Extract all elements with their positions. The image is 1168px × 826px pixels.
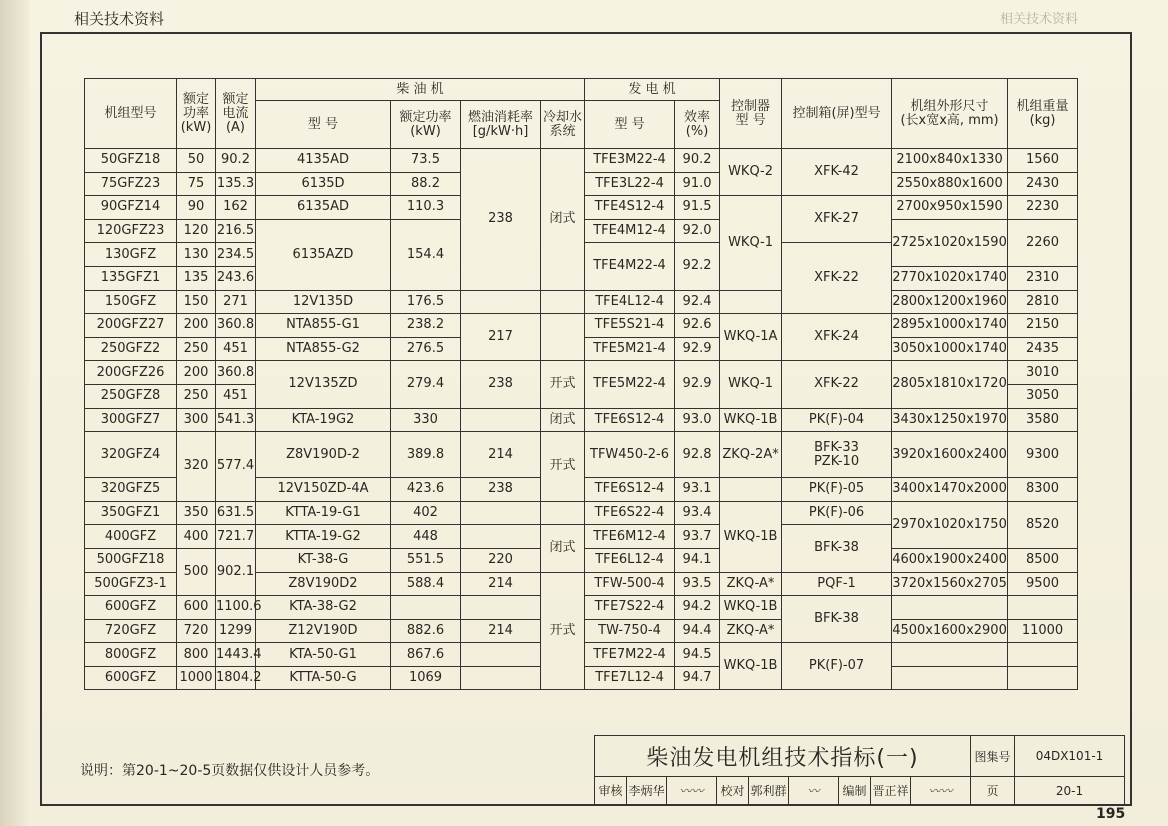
cell-a: 1299 (216, 619, 256, 643)
cell-kw: 250 (177, 337, 216, 361)
footnote: 说明：第20-1~20-5页数据仅供设计人员参考。 (80, 763, 380, 779)
cell-unit: 350GFZ1 (85, 501, 177, 525)
cell-a: 721.7 (216, 525, 256, 549)
cell-a: 360.8 (216, 314, 256, 338)
cell-a: 271 (216, 290, 256, 314)
cell-wt: 8520 (1008, 501, 1078, 548)
cell-ctrl: WKQ-1B (720, 596, 782, 620)
table-row (85, 361, 1078, 385)
cell-gen: TFE6M12-4 (585, 525, 675, 549)
cell-diesel: NTA855-G2 (256, 337, 391, 361)
checker-name: 郭利群 (749, 777, 789, 805)
cell-unit: 320GFZ5 (85, 478, 177, 502)
cell-unit: 135GFZ1 (85, 266, 177, 290)
cell-wt: 2430 (1008, 172, 1078, 196)
page-number: 195 (1096, 806, 1126, 822)
cell-dkw: 423.6 (391, 478, 461, 502)
cell-eff: 92.2 (675, 243, 720, 290)
page-binding-shadow (0, 0, 30, 826)
cell-cooling (541, 314, 585, 361)
cell-kw: 120 (177, 219, 216, 243)
cell-wt: 3050 (1008, 384, 1078, 408)
cell-diesel: KTA-50-G1 (256, 643, 391, 667)
cell-wt (1008, 666, 1078, 690)
cell-diesel: KTTA-50-G (256, 666, 391, 690)
cell-gen: TFE4M22-4 (585, 243, 675, 290)
cell-gen: TFE6S12-4 (585, 408, 675, 432)
atlas-number: 04DX101-1 (1015, 736, 1125, 777)
col-diesel-model: 型 号 (256, 101, 391, 149)
cell-ctrl: WKQ-2 (720, 149, 782, 196)
cell-fuel (461, 643, 541, 667)
cell-diesel: 6135AD (256, 196, 391, 220)
cell-fuel: 214 (461, 572, 541, 596)
cell-kw: 75 (177, 172, 216, 196)
designer-signature: 〰〰 (911, 777, 971, 805)
cell-a: 1443.4 (216, 643, 256, 667)
cell-fuel (461, 408, 541, 432)
cell-dim: 2100x840x1330 (892, 149, 1008, 173)
cell-cooling: 开式 (541, 361, 585, 408)
cell-kw: 720 (177, 619, 216, 643)
cell-cab: BFK-38 (782, 525, 892, 572)
cell-dkw: 88.2 (391, 172, 461, 196)
cell-dim: 2725x1020x1590 (892, 219, 1008, 266)
cell-kw: 135 (177, 266, 216, 290)
cell-dkw: 154.4 (391, 219, 461, 290)
cell-unit: 50GFZ18 (85, 149, 177, 173)
cell-unit: 75GFZ23 (85, 172, 177, 196)
cell-dim (892, 666, 1008, 690)
col-unit-model: 机组型号 (85, 79, 177, 149)
cell-eff: 92.4 (675, 290, 720, 314)
cell-gen: TFE7M22-4 (585, 643, 675, 667)
col-group-diesel: 柴 油 机 (256, 79, 585, 101)
cell-unit: 150GFZ (85, 290, 177, 314)
page-code: 20-1 (1015, 777, 1125, 805)
cell-wt: 2810 (1008, 290, 1078, 314)
cell-cooling: 闭式 (541, 525, 585, 572)
cell-gen: TFE6S12-4 (585, 478, 675, 502)
cell-unit: 500GFZ3-1 (85, 572, 177, 596)
cell-wt: 2230 (1008, 196, 1078, 220)
cell-dim (892, 643, 1008, 667)
cell-cab: XFK-22 (782, 243, 892, 314)
cell-dim: 2770x1020x1740 (892, 266, 1008, 290)
cell-eff: 90.2 (675, 149, 720, 173)
cell-a: 243.6 (216, 266, 256, 290)
cell-kw: 800 (177, 643, 216, 667)
cell-dim: 4500x1600x2900 (892, 619, 1008, 643)
cell-gen: TFE3L22-4 (585, 172, 675, 196)
cell-unit: 300GFZ7 (85, 408, 177, 432)
cell-ctrl: WKQ-1B (720, 501, 782, 572)
cell-gen: TFE5S21-4 (585, 314, 675, 338)
cell-unit: 120GFZ23 (85, 219, 177, 243)
cell-wt: 8300 (1008, 478, 1078, 502)
cell-wt: 11000 (1008, 619, 1078, 643)
faint-header-right: 相关技术资料 (1000, 12, 1079, 27)
cell-fuel: 238 (461, 361, 541, 408)
cell-wt: 2150 (1008, 314, 1078, 338)
cell-gen: TFW-500-4 (585, 572, 675, 596)
cell-kw: 90 (177, 196, 216, 220)
cell-dim: 3920x1600x2400 (892, 432, 1008, 478)
cell-kw: 130 (177, 243, 216, 267)
cell-eff: 92.8 (675, 432, 720, 478)
cell-kw: 200 (177, 361, 216, 385)
designer-name: 晋正祥 (871, 777, 911, 805)
cell-cab: XFK-42 (782, 149, 892, 196)
cell-kw: 400 (177, 525, 216, 549)
cell-fuel (461, 666, 541, 690)
cell-gen: TFE4M12-4 (585, 219, 675, 243)
cell-dkw: 867.6 (391, 643, 461, 667)
cell-diesel: 12V135D (256, 290, 391, 314)
cell-diesel: 4135AD (256, 149, 391, 173)
cell-dim: 2805x1810x1720 (892, 361, 1008, 408)
table-row (85, 290, 1078, 314)
cell-dkw: 279.4 (391, 361, 461, 408)
cell-ctrl: WKQ-1 (720, 361, 782, 408)
cell-fuel: 217 (461, 314, 541, 361)
reviewer-name: 李炳华 (627, 777, 667, 805)
cell-dkw: 551.5 (391, 548, 461, 572)
cell-a: 1804.2 (216, 666, 256, 690)
col-gen-model: 型 号 (585, 101, 675, 149)
col-diesel-power: 额定功率 (kW) (391, 101, 461, 149)
cell-dkw: 1069 (391, 666, 461, 690)
cell-cab: PK(F)-04 (782, 408, 892, 432)
cell-ctrl: WKQ-1B (720, 408, 782, 432)
cell-wt: 1560 (1008, 149, 1078, 173)
cell-dkw: 73.5 (391, 149, 461, 173)
cell-wt (1008, 596, 1078, 620)
cell-wt: 2310 (1008, 266, 1078, 290)
reviewer-signature: 〰〰 (667, 777, 717, 805)
cell-gen: TFE7L12-4 (585, 666, 675, 690)
drawing-title: 柴油发电机组技术指标(一) (595, 736, 971, 777)
table-row (85, 149, 1078, 173)
cell-eff: 92.6 (675, 314, 720, 338)
col-cooling: 冷却水 系统 (541, 101, 585, 149)
cell-unit: 500GFZ18 (85, 548, 177, 572)
cell-gen: TFW450-2-6 (585, 432, 675, 478)
cell-a: 360.8 (216, 361, 256, 385)
cell-cooling (541, 290, 585, 314)
cell-a: 451 (216, 337, 256, 361)
cell-a: 135.3 (216, 172, 256, 196)
cell-dkw: 276.5 (391, 337, 461, 361)
cell-wt: 3010 (1008, 361, 1078, 385)
cell-diesel: 12V135ZD (256, 361, 391, 408)
cell-a: 90.2 (216, 149, 256, 173)
cell-cab: PK(F)-07 (782, 643, 892, 690)
cell-cab: BFK-33 PZK-10 (782, 432, 892, 478)
cell-cooling: 开式 (541, 572, 585, 690)
cell-unit: 400GFZ (85, 525, 177, 549)
col-rated-current: 额定 电流 (A) (216, 79, 256, 149)
col-fuel-rate: 燃油消耗率 [g/kW·h] (461, 101, 541, 149)
cell-wt: 9500 (1008, 572, 1078, 596)
design-label: 编制 (839, 777, 871, 805)
cell-ctrl: ZKQ-2A* (720, 432, 782, 478)
cell-unit: 720GFZ (85, 619, 177, 643)
cell-diesel: Z12V190D (256, 619, 391, 643)
cell-eff: 92.9 (675, 361, 720, 408)
cell-unit: 200GFZ27 (85, 314, 177, 338)
cell-ctrl: ZKQ-A* (720, 572, 782, 596)
cell-kw: 50 (177, 149, 216, 173)
review-label: 审核 (595, 777, 627, 805)
cell-cab: BFK-38 (782, 596, 892, 643)
cell-diesel: 6135AZD (256, 219, 391, 290)
cell-fuel (461, 596, 541, 620)
col-efficiency: 效率 (%) (675, 101, 720, 149)
cell-ctrl: ZKQ-A* (720, 619, 782, 643)
cell-gen: TFE5M21-4 (585, 337, 675, 361)
cell-dim: 3430x1250x1970 (892, 408, 1008, 432)
cell-gen: TFE4S12-4 (585, 196, 675, 220)
cell-dim: 3050x1000x1740 (892, 337, 1008, 361)
cell-eff: 94.5 (675, 643, 720, 667)
cell-diesel: NTA855-G1 (256, 314, 391, 338)
cell-wt (1008, 643, 1078, 667)
cell-dkw (391, 596, 461, 620)
cell-fuel: 214 (461, 619, 541, 643)
cell-ctrl: WKQ-1 (720, 196, 782, 290)
cell-eff: 94.1 (675, 548, 720, 572)
cell-dim: 2700x950x1590 (892, 196, 1008, 220)
cell-wt: 2435 (1008, 337, 1078, 361)
cell-dim: 2800x1200x1960 (892, 290, 1008, 314)
cell-kw: 150 (177, 290, 216, 314)
cell-kw: 200 (177, 314, 216, 338)
table-row (85, 501, 1078, 525)
cell-cab: XFK-27 (782, 196, 892, 243)
cell-wt: 2260 (1008, 219, 1078, 266)
cell-dkw: 238.2 (391, 314, 461, 338)
cell-dkw: 176.5 (391, 290, 461, 314)
cell-cab: XFK-24 (782, 314, 892, 361)
atlas-label: 图集号 (971, 736, 1015, 777)
cell-fuel: 220 (461, 548, 541, 572)
cell-wt: 9300 (1008, 432, 1078, 478)
cell-a: 902.1 (216, 548, 256, 595)
cell-unit: 800GFZ (85, 643, 177, 667)
tech-spec-table (84, 78, 1078, 690)
page-label: 页 (971, 777, 1015, 805)
cell-a: 1100.6 (216, 596, 256, 620)
cell-eff: 93.0 (675, 408, 720, 432)
cell-dkw: 110.3 (391, 196, 461, 220)
col-dimensions: 机组外形尺寸 (长x宽x高, mm) (892, 79, 1008, 149)
cell-dkw: 330 (391, 408, 461, 432)
cell-a: 577.4 (216, 432, 256, 502)
table-row (85, 314, 1078, 338)
cell-unit: 600GFZ (85, 596, 177, 620)
cell-kw: 320 (177, 432, 216, 502)
cell-wt: 3580 (1008, 408, 1078, 432)
cell-fuel (461, 501, 541, 525)
cell-diesel: KTTA-19-G1 (256, 501, 391, 525)
cell-fuel: 214 (461, 432, 541, 478)
cell-gen: TFE5M22-4 (585, 361, 675, 408)
checker-signature: 〰 (789, 777, 839, 805)
cell-fuel (461, 290, 541, 314)
cell-cooling: 闭式 (541, 149, 585, 291)
cell-a: 162 (216, 196, 256, 220)
cell-eff: 94.7 (675, 666, 720, 690)
cell-eff: 92.0 (675, 219, 720, 243)
col-rated-power: 额定 功率 (kW) (177, 79, 216, 149)
cell-a: 234.5 (216, 243, 256, 267)
cell-dkw: 588.4 (391, 572, 461, 596)
cell-cab: PQF-1 (782, 572, 892, 596)
cell-eff: 94.2 (675, 596, 720, 620)
cell-unit: 130GFZ (85, 243, 177, 267)
cell-unit: 600GFZ (85, 666, 177, 690)
cell-diesel: 12V150ZD-4A (256, 478, 391, 502)
cell-eff: 93.1 (675, 478, 720, 502)
section-header: 相关技术资料 (74, 10, 165, 28)
cell-ctrl: WKQ-1A (720, 314, 782, 361)
cell-dim: 3400x1470x2000 (892, 478, 1008, 502)
cell-wt: 8500 (1008, 548, 1078, 572)
table-row (85, 408, 1078, 432)
cell-eff: 93.7 (675, 525, 720, 549)
cell-gen: TW-750-4 (585, 619, 675, 643)
cell-dim: 2550x880x1600 (892, 172, 1008, 196)
cell-dim: 2970x1020x1750 (892, 501, 1008, 548)
cell-fuel: 238 (461, 478, 541, 502)
cell-a: 541.3 (216, 408, 256, 432)
cell-diesel: KTA-19G2 (256, 408, 391, 432)
cell-diesel: Z8V190D2 (256, 572, 391, 596)
cell-eff: 93.4 (675, 501, 720, 525)
cell-fuel: 238 (461, 149, 541, 291)
cell-eff: 92.9 (675, 337, 720, 361)
cell-diesel: KT-38-G (256, 548, 391, 572)
cell-gen: TFE3M22-4 (585, 149, 675, 173)
col-cabinet: 控制箱(屏)型号 (782, 79, 892, 149)
cell-a: 631.5 (216, 501, 256, 525)
col-weight: 机组重量 (kg) (1008, 79, 1078, 149)
cell-gen: TFE6S22-4 (585, 501, 675, 525)
cell-diesel: KTTA-19-G2 (256, 525, 391, 549)
cell-kw: 1000 (177, 666, 216, 690)
cell-dim: 2895x1000x1740 (892, 314, 1008, 338)
cell-dim: 3720x1560x2705 (892, 572, 1008, 596)
cell-kw: 300 (177, 408, 216, 432)
title-block (594, 735, 1125, 805)
cell-dkw: 402 (391, 501, 461, 525)
cell-gen: TFE4L12-4 (585, 290, 675, 314)
cell-ctrl (720, 290, 782, 314)
check-label: 校对 (717, 777, 749, 805)
cell-unit: 90GFZ14 (85, 196, 177, 220)
cell-dkw: 882.6 (391, 619, 461, 643)
cell-fuel (461, 525, 541, 549)
cell-unit: 200GFZ26 (85, 361, 177, 385)
cell-cooling: 闭式 (541, 408, 585, 432)
cell-cab: PK(F)-06 (782, 501, 892, 525)
table-row (85, 432, 1078, 478)
cell-diesel: KTA-38-G2 (256, 596, 391, 620)
cell-gen: TFE7S22-4 (585, 596, 675, 620)
cell-kw: 500 (177, 548, 216, 595)
cell-kw: 350 (177, 501, 216, 525)
cell-cab: PK(F)-05 (782, 478, 892, 502)
cell-cab: XFK-22 (782, 361, 892, 408)
cell-eff: 93.5 (675, 572, 720, 596)
cell-eff: 91.0 (675, 172, 720, 196)
cell-unit: 250GFZ8 (85, 384, 177, 408)
cell-dim (892, 596, 1008, 620)
cell-dkw: 448 (391, 525, 461, 549)
cell-unit: 250GFZ2 (85, 337, 177, 361)
cell-eff: 94.4 (675, 619, 720, 643)
cell-cooling: 开式 (541, 432, 585, 502)
cell-dkw: 389.8 (391, 432, 461, 478)
cell-eff: 91.5 (675, 196, 720, 220)
cell-ctrl (720, 478, 782, 502)
cell-cooling (541, 501, 585, 525)
cell-a: 451 (216, 384, 256, 408)
cell-diesel: 6135D (256, 172, 391, 196)
cell-ctrl: WKQ-1B (720, 643, 782, 690)
cell-kw: 600 (177, 596, 216, 620)
cell-kw: 250 (177, 384, 216, 408)
col-group-generator: 发 电 机 (585, 79, 720, 101)
cell-diesel: Z8V190D-2 (256, 432, 391, 478)
cell-dim: 4600x1900x2400 (892, 548, 1008, 572)
cell-gen: TFE6L12-4 (585, 548, 675, 572)
cell-unit: 320GFZ4 (85, 432, 177, 478)
col-controller: 控制器 型 号 (720, 79, 782, 149)
cell-a: 216.5 (216, 219, 256, 243)
